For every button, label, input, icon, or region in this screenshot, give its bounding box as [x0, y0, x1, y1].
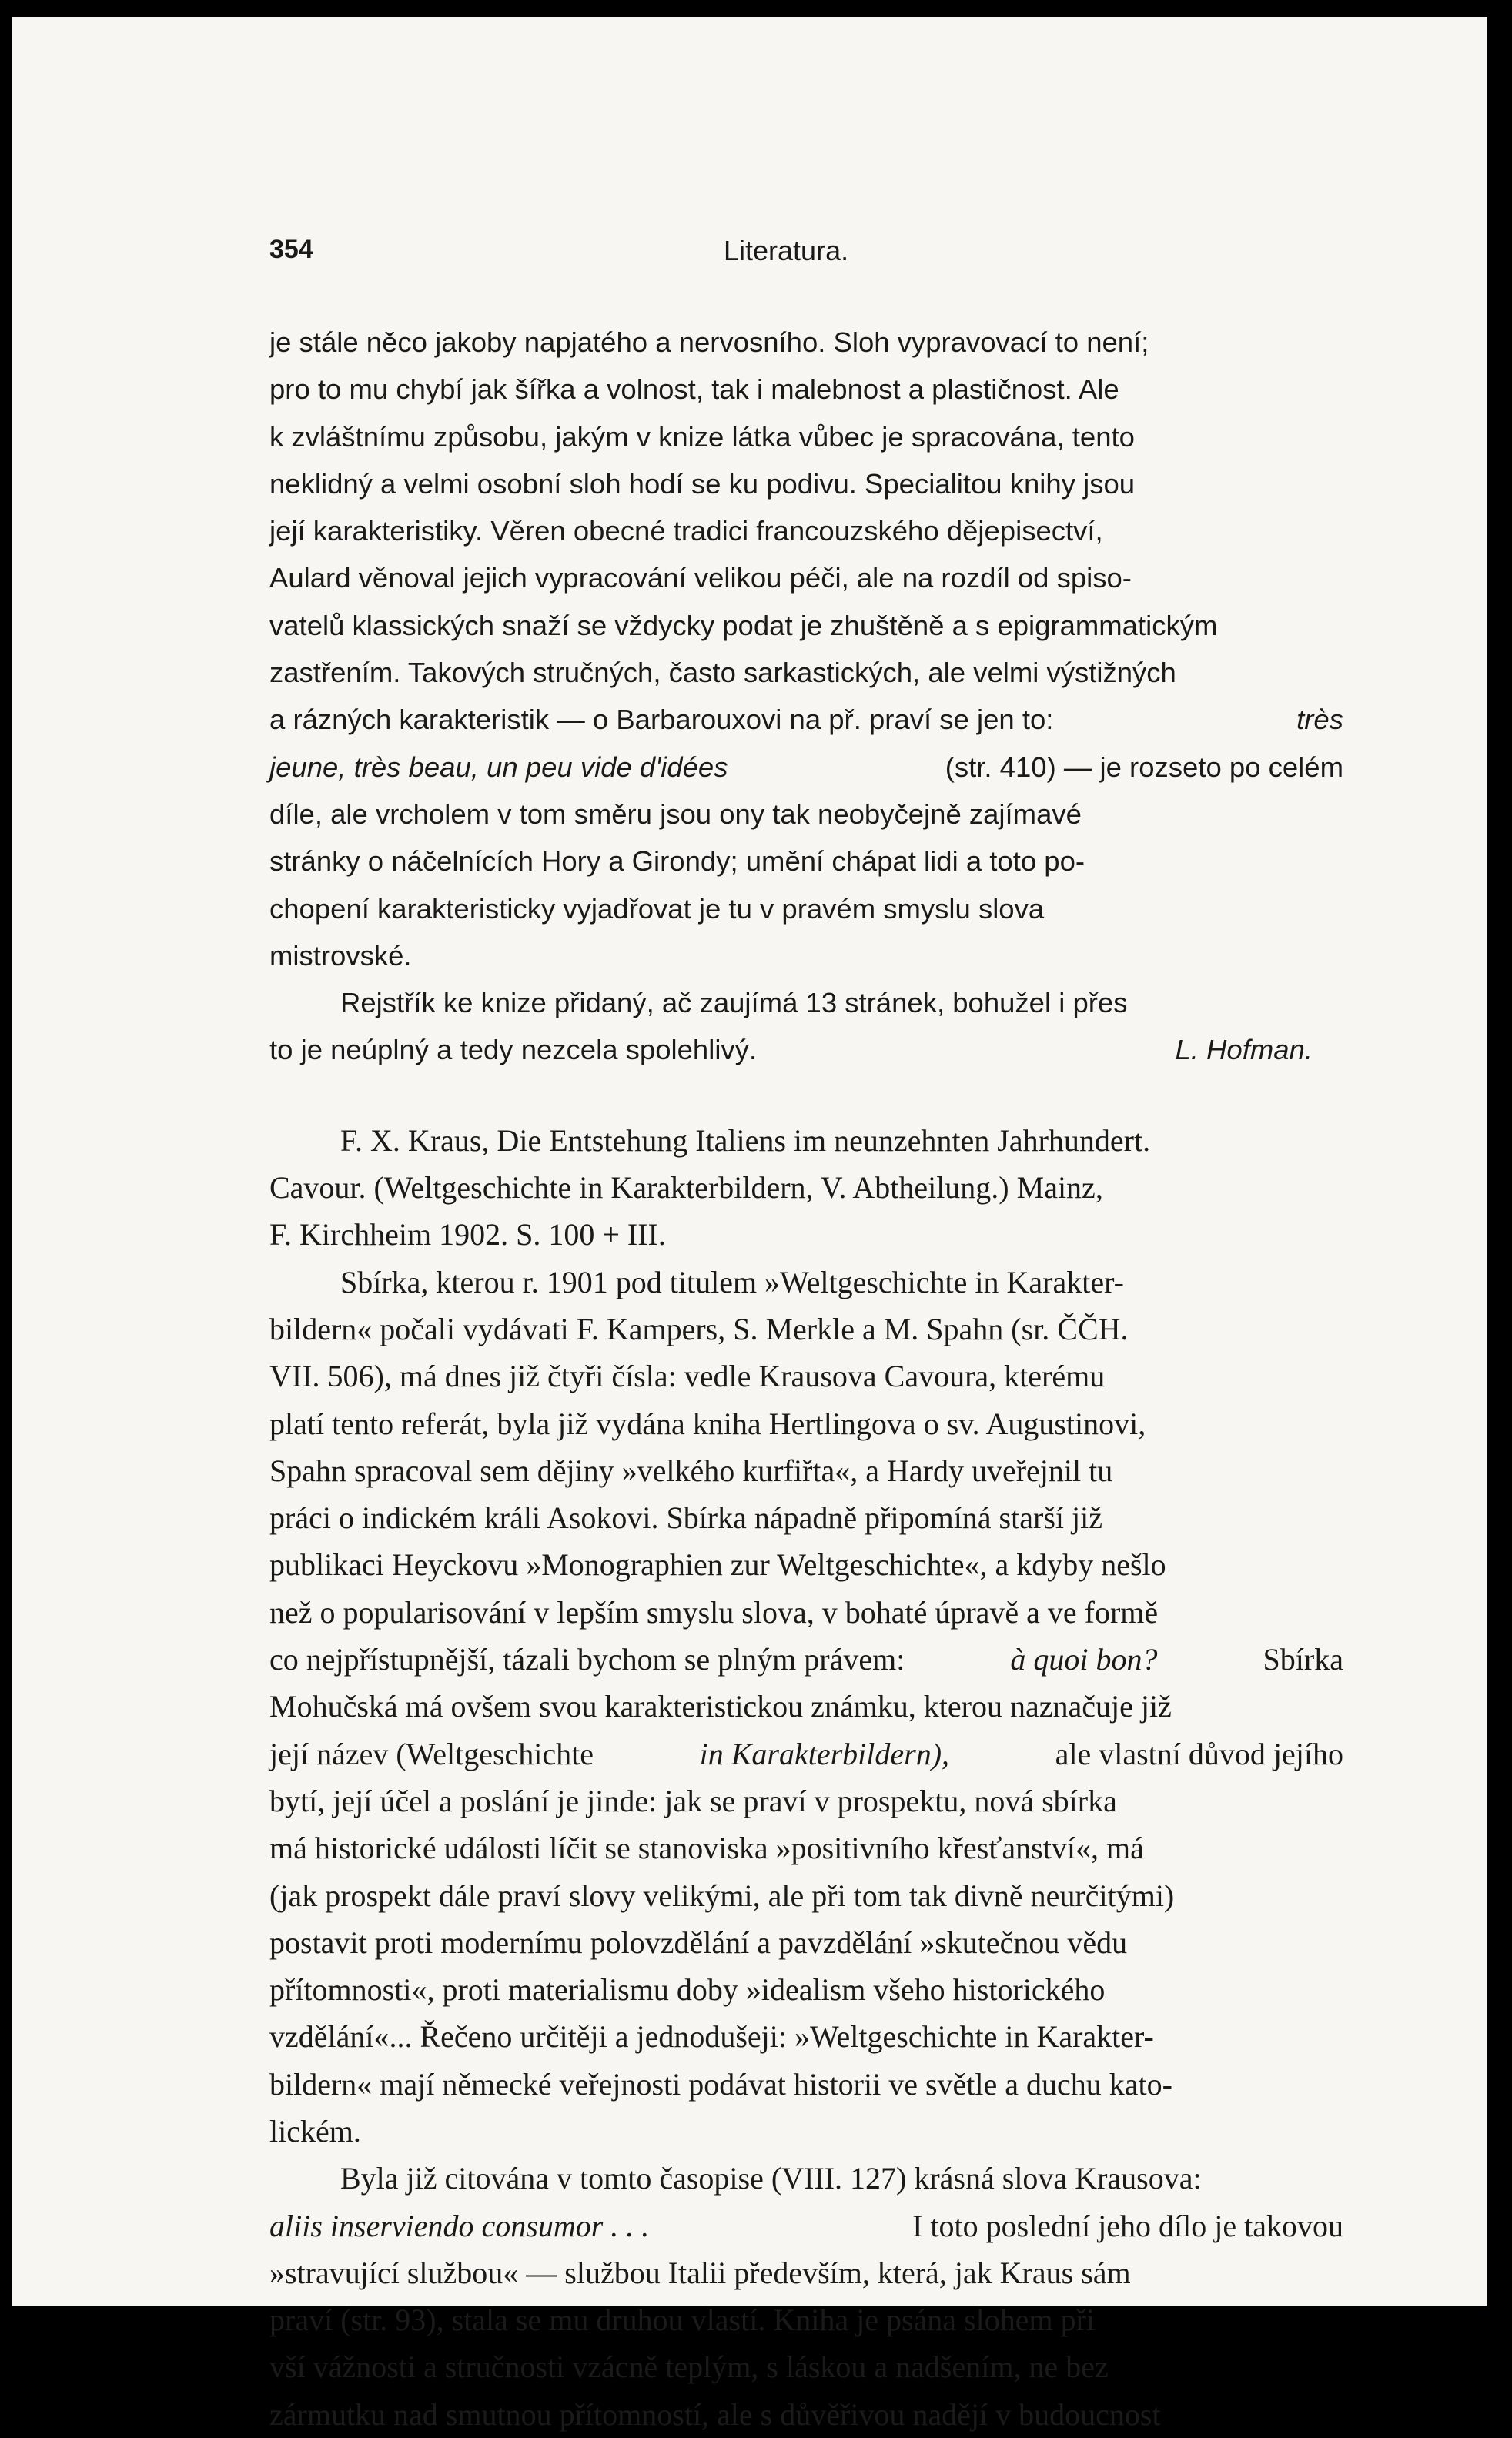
text-line: platí tento referát, byla již vydána kniha Hertlingova o sv. Augustinovi, — [269, 1406, 1146, 1441]
review-heading-line: Cavour. (Weltgeschichte in Karakterbildern, V. Abtheilung.) Mainz, — [269, 1170, 1103, 1206]
text-italic: à quoi bon? — [1010, 1642, 1158, 1677]
text-line: má historické události líčit se stanoviska »positivního křesťanství«, má — [269, 1831, 1144, 1866]
section-gap — [269, 1074, 1343, 1117]
text-line: bildern« mají německé veřejnosti podávat historii ve světle a duchu kato- — [269, 2066, 1172, 2102]
text-line: stránky o náčelnících Hory a Girondy; umění chápat lidi a toto po- — [269, 845, 1085, 878]
text-line-end: I toto poslední jeho dílo je takovou — [912, 2208, 1343, 2243]
review-heading-line: F. Kirchheim 1902. S. 100 + III. — [269, 1217, 666, 1252]
text-line: vší vážnosti a stručnosti vzácně teplým, s láskou a nadšením, ne bez — [269, 2349, 1109, 2385]
text-line — [269, 2202, 1343, 2249]
book-page — [12, 17, 1487, 2432]
text-line: Spahn spracoval sem dějiny »velkého kurfiřta«, a Hardy uveřejnil tu — [269, 1453, 1113, 1488]
text-line: než o popularisování v lepším smyslu slova, v bohaté úpravě a ve formě — [269, 1594, 1159, 1630]
text-line: chopení karakteristicky vyjadřovat je tu v pravém smyslu slova — [269, 892, 1045, 925]
body-text — [269, 319, 1343, 2438]
text-line: Sbírka, kterou r. 1901 pod titulem »Weltgeschichte in Karakter- — [340, 1264, 1124, 1299]
text-line: vatelů klassických snaží se vždycky podat je zhuštěně a s epigrammatickým — [269, 609, 1218, 641]
text-line — [269, 1636, 1343, 1683]
text-line: Rejstřík ke knize přidaný, ač zaujímá 13 stránek, bohužel i přes — [340, 987, 1128, 1019]
text-line: Byla již citována v tomto časopise (VIII. 127) krásná slova Krausova: — [340, 2161, 1202, 2196]
text-line-main: a rázných karakteristik — o Barbarouxovi na př. praví se jen to: — [269, 704, 1054, 736]
text-line: zármutku nad smutnou přítomností, ale s důvěřivou nadějí v budoucnost — [269, 2396, 1161, 2432]
text-line: Aulard věnoval jejich vypracování velikou péči, ale na rozdíl od spiso- — [269, 562, 1132, 594]
running-head — [269, 235, 1332, 281]
text-line: vzdělání«... Řečeno určitěji a jednodušeji: »Weltgeschichte in Karakter- — [269, 2019, 1154, 2055]
text-line-main: co nejpřístupnější, tázali bychom se plným právem: — [269, 1642, 905, 1677]
text-line: mistrovské. — [269, 939, 412, 972]
text-line: Mohučská má ovšem svou karakteristickou známku, kterou naznačuje již — [269, 1689, 1172, 1724]
text-line: neklidný a velmi osobní sloh hodí se ku podivu. Specialitou knihy jsou — [269, 467, 1136, 500]
text-italic: jeune, très beau, un peu vide d'idées — [269, 751, 728, 783]
text-line: díle, ale vrcholem v tom směru jsou ony tak neobyčejně zajímavé — [269, 798, 1082, 830]
page-number: 354 — [269, 235, 313, 264]
text-line: »stravující službou« — službou Italii především, která, jak Kraus sám — [269, 2255, 1131, 2290]
text-line: postavit proti modernímu polovzdělání a pavzdělání »skutečnou vědu — [269, 1925, 1128, 1960]
text-line — [269, 1026, 1343, 1073]
text-line: bildern« počali vydávati F. Kampers, S. Merkle a M. Spahn (sr. ČČH. — [269, 1311, 1129, 1346]
text-line — [269, 1731, 1343, 1777]
text-line-end: Sbírka — [1263, 1642, 1343, 1677]
text-line: přítomnosti«, proti materialismu doby »idealism všeho historického — [269, 1972, 1106, 2008]
running-title: Literatura. — [724, 235, 849, 266]
text-italic: très — [1296, 704, 1343, 736]
text-line: lickém. — [269, 2113, 361, 2149]
text-line: pro to mu chybí jak šířka a volnost, tak i malebnost a plastičnost. Ale — [269, 373, 1119, 406]
text-line: práci o indickém králi Asokovi. Sbírka nápadně připomíná starší již — [269, 1500, 1102, 1536]
reviewer-signature: L. Hofman. — [1175, 1034, 1313, 1066]
text-line: je stále něco jakoby napjatého a nervosního. Sloh vypravovací to není; — [269, 326, 1149, 358]
text-line-main: její název (Weltgeschichte — [269, 1736, 594, 1771]
text-line — [269, 696, 1343, 743]
text-line-end: ale vlastní důvod jejího — [1055, 1736, 1343, 1771]
text-line: bytí, její účel a poslání je jinde: jak se praví v prospektu, nová sbírka — [269, 1783, 1117, 1818]
text-line — [269, 744, 1343, 791]
text-italic: in Karakterbildern), — [699, 1736, 950, 1771]
text-line-main: to je neúplný a tedy nezcela spolehlivý. — [269, 1034, 758, 1066]
text-italic: aliis inserviendo consumor . . . — [269, 2208, 650, 2243]
review-heading-line: F. X. Kraus, Die Entstehung Italiens im neunzehnten Jahrhundert. — [340, 1122, 1151, 1158]
text-line: praví (str. 93), stala se mu druhou vlastí. Kniha je psána slohem při — [269, 2303, 1096, 2338]
text-line: její karakteristiky. Věren obecné tradici francouzského dějepisectví, — [269, 515, 1103, 547]
text-line-main: (str. 410) — je rozseto po celém — [945, 751, 1343, 783]
text-line: (jak prospekt dále praví slovy velikými, ale při tom tak divně neurčitými) — [269, 1878, 1175, 1913]
text-line: zastřením. Takových stručných, často sarkastických, ale velmi výstižných — [269, 657, 1176, 689]
text-line: publikaci Heyckovu »Monographien zur Weltgeschichte«, a kdyby nešlo — [269, 1547, 1166, 1583]
text-line: VII. 506), má dnes již čtyři čísla: vedle Krausova Cavoura, kterému — [269, 1359, 1106, 1394]
text-line: k zvláštnímu způsobu, jakým v knize látka vůbec je spracována, tento — [269, 420, 1135, 453]
